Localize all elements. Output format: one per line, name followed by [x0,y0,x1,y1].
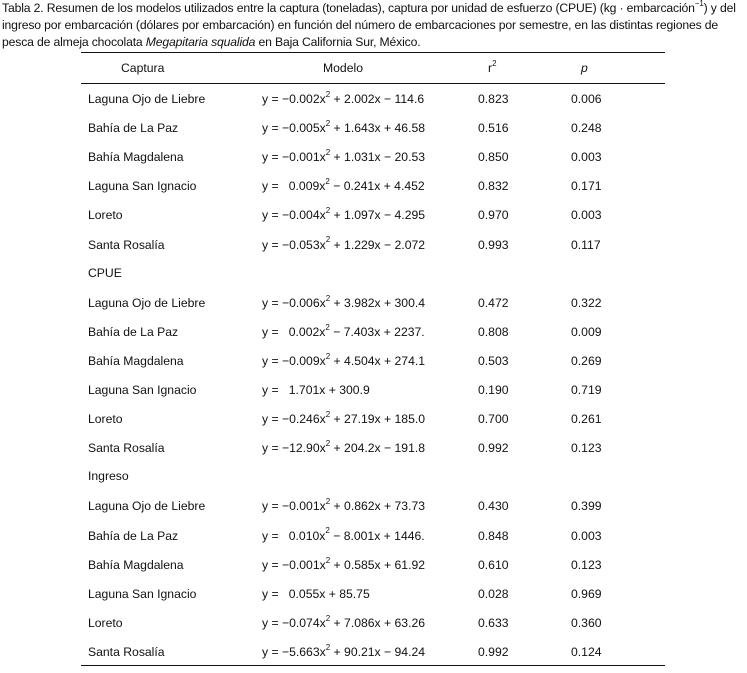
r2-cell: 0.850 [478,150,509,165]
p-cell: 0.269 [571,353,602,368]
model-exponent: 2 [325,322,330,332]
model-cell [262,644,425,660]
model-term: y = −12.90x [262,441,326,456]
model-term: y = −0.053x [262,237,326,252]
r2-cell: 0.848 [478,528,509,543]
model-rest: + 3.982x + 300.4 [330,295,426,310]
model-cell [262,557,425,573]
r2-cell: 0.503 [478,353,509,368]
region-cell: Loreto [88,615,123,630]
p-cell: 0.123 [571,557,602,572]
model-term: y = −5.663x [262,644,326,659]
caption-text-3: en Baja California Sur, México. [255,34,421,49]
model-term: y = 0.055x + 85.75 [262,586,370,601]
region-cell: Laguna Ojo de Liebre [88,499,206,514]
region-cell: Laguna Ojo de Liebre [88,92,206,106]
table-row [81,382,665,411]
model-rest: + 0.585x + 61.92 [330,557,426,572]
model-term: y = −0.006x [262,295,326,310]
table-row [81,411,665,440]
model-exponent: 2 [325,410,331,420]
model-term: y = −0.009x [262,353,326,368]
table-row [81,120,665,149]
model-cell [262,120,425,136]
model-cell [262,149,425,165]
table-row [81,498,665,527]
model-cell [262,324,425,340]
table-caption [2,0,744,50]
model-exponent: 2 [325,148,331,158]
model-exponent: 2 [325,526,330,536]
model-exponent: 2 [325,439,331,449]
table-row [81,615,665,644]
region-cell: Santa Rosalía [88,644,165,659]
model-rest: − 7.403x + 2237. [329,324,425,339]
model-term: y = −0.074x [262,615,326,630]
model-cell [262,382,370,398]
model-exponent: 2 [325,613,331,623]
table-row [81,353,665,382]
model-term: y = −0.001x [262,499,326,514]
header-r2 [488,60,497,76]
model-exponent: 2 [325,119,331,129]
region-cell: Bahía de La Paz [88,528,179,543]
model-rest: + 1.031x − 20.53 [330,150,426,165]
model-exponent: 2 [325,177,330,187]
caption-species: Megapitaria squalida [145,34,256,49]
model-rest: + 1.097x − 4.295 [330,208,426,223]
p-cell: 0.248 [571,121,602,136]
model-cell [262,498,425,514]
table-row [81,237,665,266]
model-exponent: 2 [325,497,331,507]
p-cell: 0.171 [571,179,602,194]
model-term: y = −0.005x [262,121,326,136]
table-row [81,557,665,586]
table-row [81,178,665,207]
region-cell: Laguna San Ignacio [88,179,197,194]
model-term: y = −0.246x [262,412,326,427]
caption-superscript: −1 [694,0,704,8]
table-row [81,528,665,557]
region-cell: Bahía Magdalena [88,557,184,572]
header-captura: Captura [121,61,165,75]
caption-text-1: Tabla 2. Resumen de los modelos utilizados entre la captura (toneladas), captura por unidad de esfuerzo (CPUE) (kg · embarcación [2,1,695,15]
model-cell [262,586,370,602]
model-exponent: 2 [325,89,331,99]
r2-cell: 0.610 [478,557,509,572]
region-cell: Bahía Magdalena [88,353,184,368]
model-term: y = 0.009x [262,179,326,194]
r2-cell: 0.028 [478,586,509,601]
p-cell: 0.003 [571,150,602,165]
model-rest: + 1.643x + 46.58 [330,121,426,136]
table-row [81,644,665,673]
region-cell: Laguna Ojo de Liebre [88,295,206,310]
region-cell: Santa Rosalía [88,237,165,252]
region-cell: Bahía de La Paz [88,121,179,136]
section-label: CPUE [88,265,122,280]
table-row [81,440,665,469]
model-cell [262,91,424,107]
p-cell: 0.969 [571,586,602,601]
r2-cell: 0.832 [478,179,509,194]
header-rule [81,83,665,84]
p-cell: 0.003 [571,208,602,223]
header-modelo: Modelo [323,61,363,75]
model-cell [262,237,425,253]
p-cell: 0.399 [571,499,602,514]
table-row [81,149,665,178]
model-cell [262,615,425,631]
region-cell: Santa Rosalía [88,441,165,456]
model-rest: + 204.2x − 191.8 [330,441,426,456]
model-rest: − 0.241x + 4.452 [329,179,425,194]
model-term: y = 1.701x + 300.9 [262,383,370,397]
region-cell: Laguna San Ignacio [88,383,197,397]
model-term: y = −0.001x [262,557,326,572]
p-cell: 0.009 [571,324,602,339]
r2-cell: 0.993 [478,237,509,252]
model-rest: + 4.504x + 274.1 [330,353,426,368]
r2-cell: 0.700 [478,412,509,427]
model-cell [262,353,425,369]
caption-text-2: ) y del ingreso por embarcación (dólares por embarcación) en función del número de embarcaciones por semestre, en las distintas regiones de pesca de almeja chocolata [2,1,736,49]
region-cell: Laguna San Ignacio [88,586,197,601]
region-cell: Loreto [88,208,123,223]
model-exponent: 2 [325,235,331,245]
model-exponent: 2 [325,206,331,216]
model-rest: − 8.001x + 1446. [329,528,425,543]
r2-cell: 0.823 [478,92,509,106]
model-rest: + 2.002x − 114.6 [330,92,425,106]
model-exponent: 2 [325,293,331,303]
r2-cell: 0.992 [478,644,509,659]
section-label: Ingreso [88,469,129,484]
model-rest: + 27.19x + 185.0 [330,412,426,427]
model-cell [262,178,425,194]
table-row [81,324,665,353]
model-rest: + 1.229x − 2.072 [330,237,426,252]
table-row [81,207,665,236]
p-cell: 0.322 [571,295,602,310]
model-rest: + 0.862x + 73.73 [330,499,426,514]
header-p: p [581,61,588,75]
p-cell: 0.719 [571,383,602,397]
table-row [81,91,665,120]
region-cell: Bahía Magdalena [88,150,184,165]
r2-cell: 0.516 [478,121,509,136]
p-cell: 0.124 [571,644,602,659]
model-term: y = −0.001x [262,150,326,165]
p-cell: 0.003 [571,528,602,543]
model-rest: + 7.086x + 63.26 [330,615,426,630]
top-rule [81,52,665,53]
r2-cell: 0.430 [478,499,509,514]
region-cell: Loreto [88,412,123,427]
model-term: y = 0.010x [262,528,326,543]
region-cell: Bahía de La Paz [88,324,179,339]
p-cell: 0.006 [571,92,602,106]
model-cell [262,411,425,427]
table-row [81,295,665,324]
model-cell [262,440,425,456]
model-rest: + 90.21x − 94.24 [330,644,426,659]
model-exponent: 2 [325,351,331,361]
model-cell [262,207,425,223]
p-cell: 0.261 [571,412,602,427]
p-cell: 0.123 [571,441,602,456]
p-cell: 0.360 [571,615,602,630]
model-exponent: 2 [325,642,331,652]
r2-cell: 0.970 [478,208,509,223]
model-exponent: 2 [325,555,331,565]
header-r2-base: r [488,61,493,75]
p-cell: 0.117 [571,237,601,252]
r2-cell: 0.472 [478,295,509,310]
r2-cell: 0.808 [478,324,509,339]
r2-cell: 0.190 [478,383,509,397]
model-cell [262,295,425,311]
r2-cell: 0.633 [478,615,509,630]
r2-cell: 0.992 [478,441,509,456]
model-cell [262,528,425,544]
model-term: y = 0.002x [262,324,326,339]
table-row [81,586,665,615]
model-term: y = −0.004x [262,208,326,223]
header-r2-sup: 2 [492,58,497,68]
model-term: y = −0.002x [262,92,326,106]
